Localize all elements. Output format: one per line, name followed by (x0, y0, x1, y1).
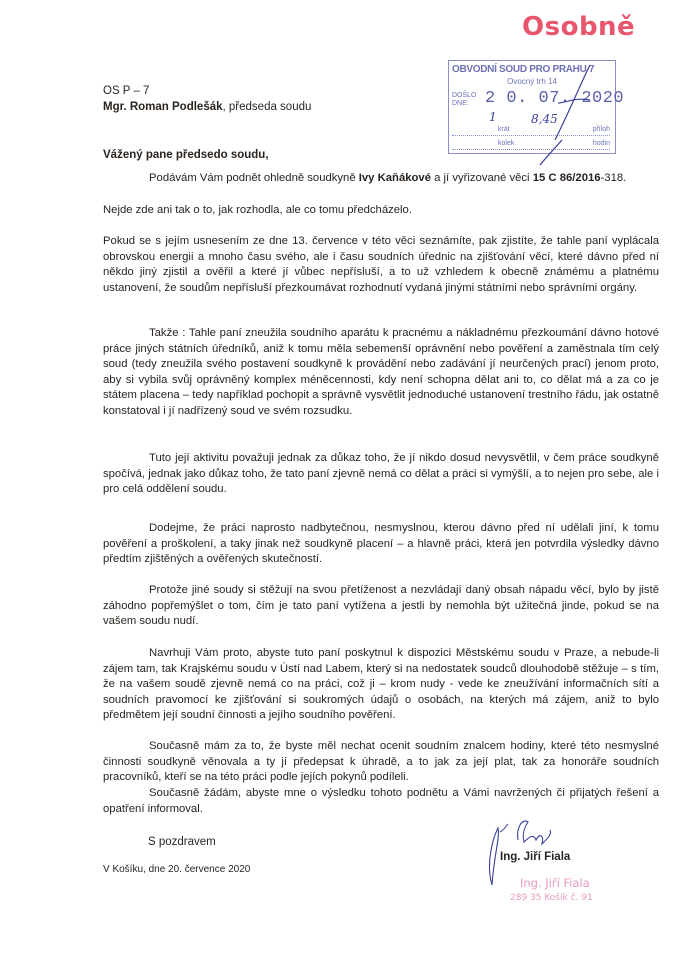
judge-name: Ivy Kaňákové (358, 172, 431, 184)
personal-stamp: Osobně (522, 12, 636, 42)
sender-stamp-name: Ing. Jiří Fiala (520, 876, 590, 890)
paragraph-5: Tuto její aktivitu považuji jednak za důkaz toho, že jí nikdo dosud nevysvětlil, v čem práce soudkyně spočívá, jednak jako důkaz toho, že tato paní zjevně nemá co dělat a práci si vymýšlí, a to nejen pro sebe, ale i pro celá oddělení soudu. (103, 452, 659, 496)
addressee-block (103, 83, 311, 115)
paragraph-3: Pokud se s jejím usnesením ze dne 13. července v této věci seznámíte, pak zjistíte, že tahle paní vyplácala obrovskou energii a mnoho času svého, ale i času soudních úřednic na zjišťování věcí, které dávno před ní někdo jiný zjistil a ověřil a které jí vůbec nepřísluší, a to už vzhledem k obecně známému a platnému ustanovení, že soudům nepřísluší přezkoumávat rozhodnutí vydaná jinými státními nebo správními orgány. (103, 235, 659, 294)
stamp-received-date: 2 0. 07. 2020 (485, 89, 625, 108)
paragraph-2: Nejde zde ani tak o to, jak rozhodla, ale co tomu předcházelo. (103, 204, 412, 216)
addressee-line (103, 99, 311, 115)
addressee-role: , předseda soudu (222, 101, 312, 113)
p1-text-b: a jí vyřizované věci (430, 172, 533, 184)
salutation: Vážený pane předsedo soudu, (103, 149, 269, 161)
stamp-court-name: OBVODNÍ SOUD PRO PRAHU 7 (452, 64, 595, 75)
paragraph-4: Takže : Tahle paní zneužila soudního aparátu k pracnému a nákladnému přezkoumání dávno hotové práce jiných státních úředníků, aniž k tomu měla sebemenší oprávnění nebo pověření a zaměstnala tím celý soud (tedy zneužila svého postavení soudkyně k provádění nebo zadávání jí neurčených prací) jenom proto, aby si vybila svůj oprávněný komplex méněcennosti, kdy není schopna dělat ani to, co dělat má a za co je státem placena – tedy například pochopit a správně vysvětlit jednoduché ustanovení trestního řádu, jak ostatně konstatoval i jí nadřízený soud ve svém rozsudku. (103, 327, 659, 417)
paragraph-10: Současně žádám, abyste mne o výsledku tohoto podnětu a Vámi navržených či přijatých řešení a opatření informoval. (103, 787, 659, 815)
handwritten-time: 8,45 (531, 112, 558, 126)
stamp-copies-label: krát (498, 126, 510, 133)
stamp-attachments-label: příloh (592, 126, 610, 133)
paragraph-7: Protože jiné soudy si stěžují na svou přetíženost a nezvládají daný obsah nápadu věcí, bylo by jistě záhodno popřemýšlet o tom, čím je tato paní vytížena a jestli by nemohla být užitečná jinde, pokud se na vašem soudu nudí. (103, 584, 659, 628)
court-receipt-stamp (448, 60, 625, 154)
stamp-row-copies (452, 125, 610, 136)
closing: S pozdravem (148, 836, 216, 848)
addressee-court: OS P – 7 (103, 85, 150, 97)
handwritten-copies: 1 (489, 110, 497, 124)
stamp-fee-label: kolek (498, 140, 515, 147)
stamp-row-fee (452, 139, 610, 150)
stamp-court-address: Ovocný trh 14 (507, 77, 557, 86)
p1-text-c: -318. (600, 172, 627, 184)
paragraph-8: Navrhuji Vám proto, abyste tuto paní poskytnul k dispozici Městskému soudu v Praze, a nebude-li zájem tam, tak Krajskému soudu v Ústí nad Labem, který si na nedostatek soudců dlouhodobě stěžuje – s tím, že na vašem soudě zjevně nemá co na práci, což ji – krom nudy - vede ke zneužívání informačních sítí a soudních pravomocí ke zjišťování si soukromých údajů o osobách, na kterých má zájem, aniž to bylo předmětem její soudní činnosti a jejího soudního pověření. (103, 647, 659, 722)
sender-stamp (510, 876, 593, 904)
sender-stamp-address: 289 35 Košík č. 91 (510, 893, 593, 903)
stamp-time-label: hodin (592, 140, 610, 147)
p1-text-a: Podávám Vám podnět ohledně soudkyně (149, 172, 359, 184)
addressee-name: Mgr. Roman Podlešák (103, 101, 223, 113)
place-date: V Košíku, dne 20. července 2020 (103, 864, 251, 875)
paragraph-6: Dodejme, že práci naprosto nadbytečnou, nesmyslnou, kterou dávno před ní udělali jiní, k tomu pověření a proškolení, a taky jinak než soudkyně placení – a hlavně práci, která jen potvrdila výsledky dávno předtím zjištěných a ověřených skutečností. (103, 522, 659, 566)
paragraph-9: Současně mám za to, že byste měl nechat ocenit soudním znalcem hodiny, které této nesmyslné činnosti soudkyně věnovala a ty jí předepsat k úhradě, a to jak za její plat, tak za honoráře soudních pracovníků, kteří se na této práci podle jejích pokynů podíleli. (103, 740, 659, 784)
signer-name: Ing. Jiří Fiala (500, 851, 571, 863)
case-number: 15 C 86/2016 (532, 172, 601, 184)
paragraph-1 (103, 171, 659, 187)
stamp-received-label: DOŠLO DNE: (452, 92, 477, 107)
